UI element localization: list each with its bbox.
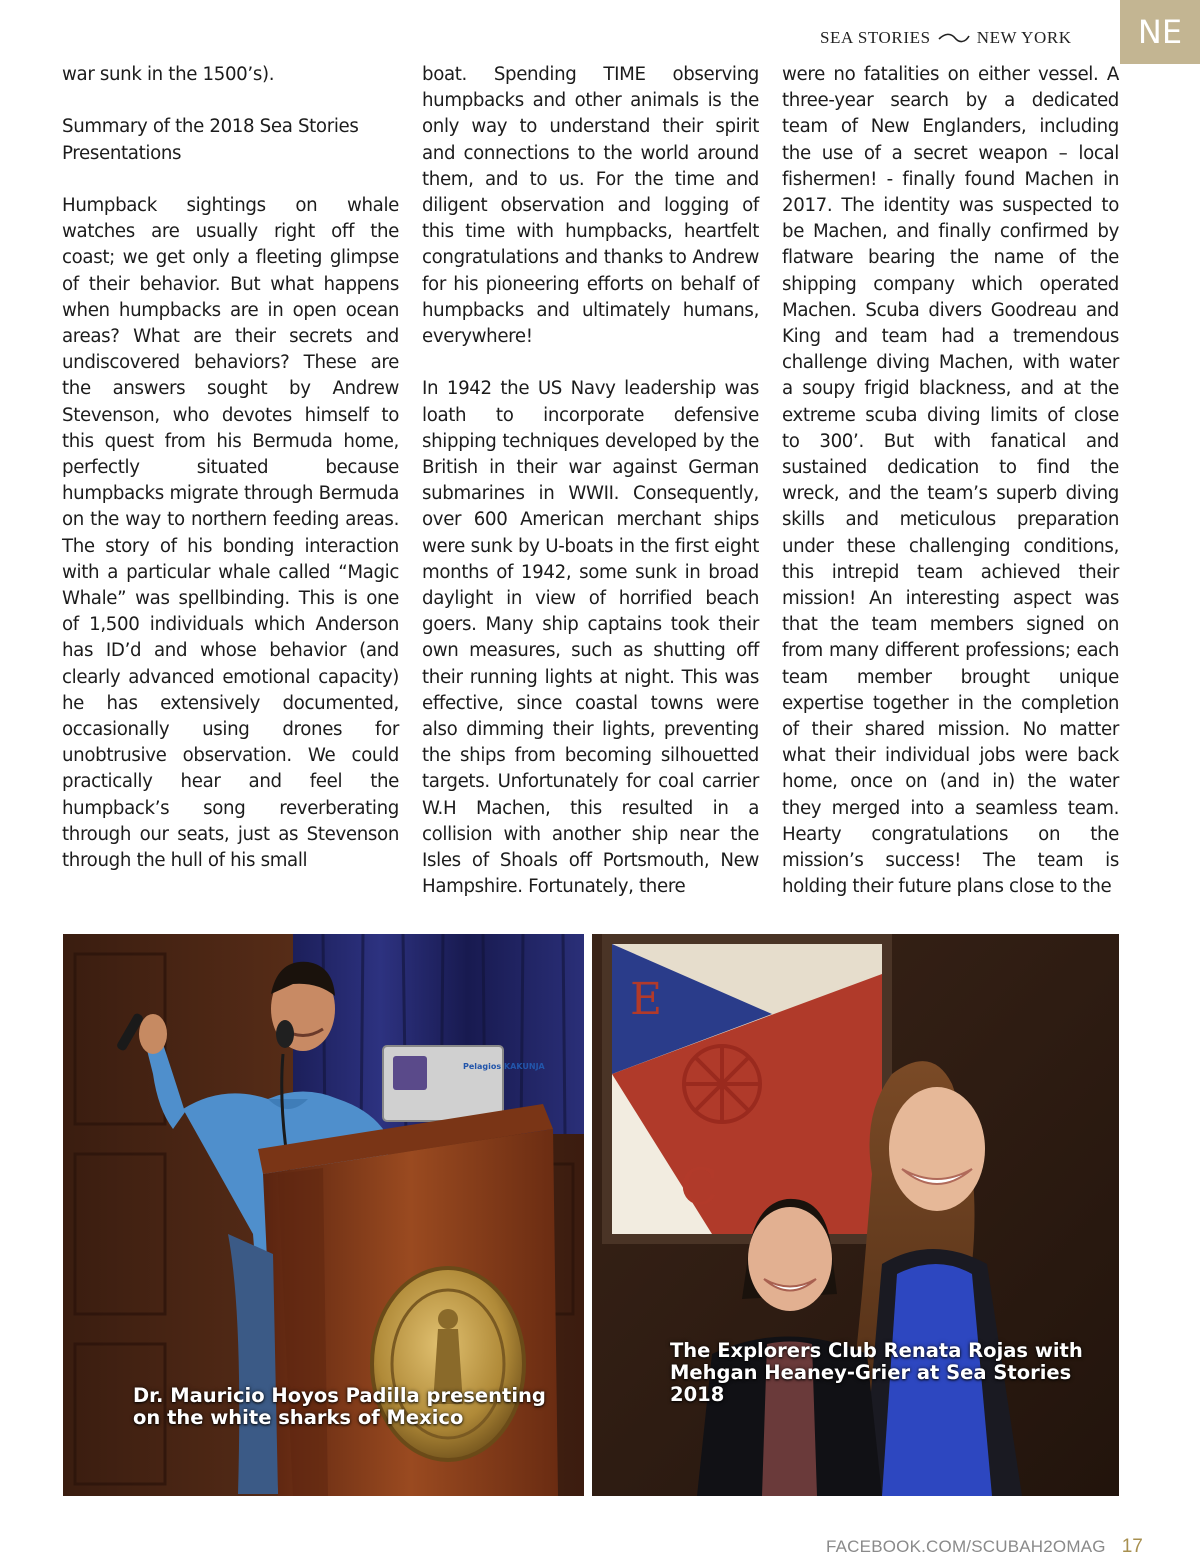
- svg-text:C: C: [680, 1158, 719, 1216]
- region-tab: NE: [1120, 0, 1200, 64]
- presenter-photo: [63, 934, 584, 1496]
- photo-caption: Dr. Mauricio Hoyos Padilla presenting on the white sharks of Mexico: [133, 1384, 546, 1429]
- tilde-ornament-icon: [937, 31, 971, 45]
- social-url: FACEBOOK.COM/SCUBAH2OMAG: [826, 1537, 1106, 1556]
- column-paragraph: were no fatalities on either vessel. A three-year search by a dedicated team of New Englanders, including the use of a secret weapon – local fishermen! - finally found Machen in 2017. The identity was suspected to be Machen, and finally confirmed by flatware bearing the name of the shipping company which operated Machen. Scuba divers Goodreau and King and team had a tremendous challenge diving Machen, with water a soupy frigid blackness, and at the extreme scuba diving limits of close to 300’. But with fanatical and sustained dedication to find the wreck, and the team’s superb diving skills and meticulous preparation under these challenging conditions, this intrepid team achieved their mission! An interesting aspect was that the team members signed on from many different professions; each team member brought unique expertise together in the completion of their shared mission. No matter what their individual jobs were back home, once on (and in) the water they merged into a seamless team. Hearty congratulations on the mission’s success! The team is holding their future plans close to the: [782, 64, 1119, 898]
- photo-caption: The Explorers Club Renata Rojas with Mehgan Heaney-Grier at Sea Stories 2018: [670, 1339, 1083, 1406]
- page-footer: [826, 1536, 1143, 1558]
- header-section-right: NEW YORK: [976, 28, 1072, 47]
- laptop-sticker-text: Pelagios KAKUNJA: [463, 1062, 545, 1071]
- explorers-club-illustration: [592, 934, 1119, 1496]
- header-section-left: SEA STORIES: [820, 28, 931, 47]
- article-column-3: [782, 62, 1119, 901]
- column-paragraph: Humpback sightings on whale watches are usually right off the coast; we get only a fleeting glimpse of their behavior. But what happens when humpbacks are in open ocean areas? What are their secrets and undiscovered behaviors? These are the answers sought by Andrew Stevenson, who devotes himself to this quest from his Bermuda home, perfectly situated because humpbacks migrate through Bermuda on the way to northern feeding areas. The story of his bonding interaction with a particular whale called “Magic Whale” was spellbinding. This is one of 1,500 individuals which Anderson has ID’d and whose behavior (and clearly advanced emotional capacity) he has extensively documented, occasionally using drones for unobtrusive observation. We could practically hear and feel the humpback’s song reverberating through our seats, just as Stevenson through the hull of his small: [62, 194, 399, 872]
- page-number: 17: [1121, 1536, 1143, 1557]
- svg-text:E: E: [630, 974, 663, 1025]
- running-header: [820, 28, 1110, 48]
- article-column-2: [422, 62, 759, 900]
- column-paragraph: In 1942 the US Navy leadership was loath to incorporate defensive shipping techniques developed by the British in their war against German submarines in WWII. Consequently, over 600 American merchant ships were sunk by U-boats in the first eight months of 1942, some sunk in broad daylight in view of horrified beach goers. Many ship captains took their own measures, such as shutting off their running lights at night. This was effective, since coastal towns were also dimming their lights, preventing the ships from becoming silhouetted targets. Unfortunately for coal carrier W.H Machen, this resulted in a collision with another ship near the Isles of Shoals off Portsmouth, New Hampshire. Fortunately, there: [422, 378, 759, 898]
- explorers-club-photo: [592, 934, 1119, 1496]
- column-paragraph: boat. Spending TIME observing humpbacks and other animals is the only way to understand their spirit and connections to the world around them, and to us. For the time and diligent observation and logging of this time with humpbacks, heartfelt congratulations and thanks to Andrew for his pioneering efforts on behalf of humpbacks and ultimately humans, everywhere!: [422, 64, 759, 348]
- section-heading: Summary of the 2018 Sea Stories Presentations: [62, 116, 359, 164]
- column-paragraph: war sunk in the 1500’s).: [62, 64, 275, 85]
- article-column-1: [62, 62, 399, 874]
